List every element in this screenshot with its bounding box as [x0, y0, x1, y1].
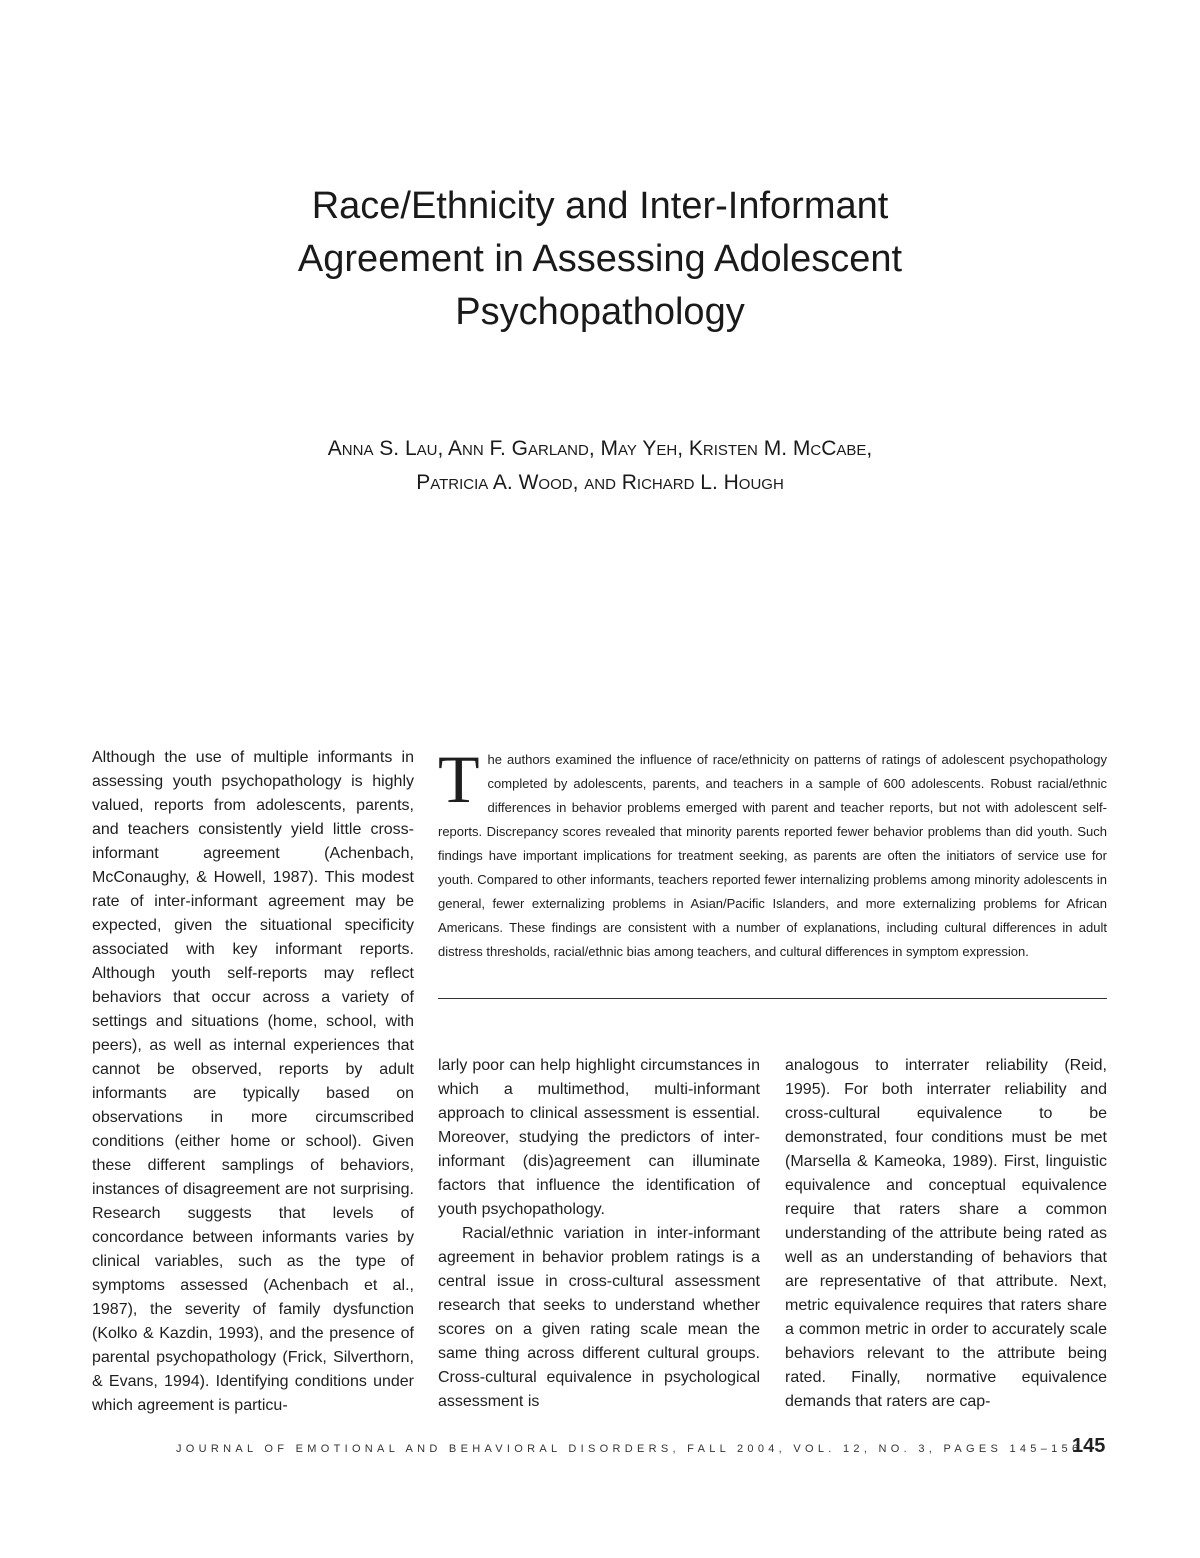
title-line-1: Race/Ethnicity and Inter-Informant [311, 185, 889, 227]
body-paragraph: analogous to interrater reliability (Reid, 1995). For both interrater reliability and cross-cultural equivalence to be demonstrated, four conditions must be met (Marsella & Kameoka, 1989). First, linguistic equivalence and conceptual equivalence require that raters share a common understanding of the attribute being rated as well as an understanding of behaviors that are representative of that attribute. Next, metric equivalence requires that raters share a common metric in order to accurately scale behaviors relevant to the attribute being rated. Finally, normative equivalence demands that raters are cap- [785, 1057, 1107, 1410]
body-column-2 [438, 1054, 760, 1414]
author-list [150, 432, 1050, 500]
abstract-divider [438, 998, 1107, 999]
body-paragraph: larly poor can help highlight circumstances in which a multimethod, multi-informant approach to clinical assessment is essential. Moreover, studying the predictors of inter-informant (dis)agreement can illuminate factors that influence the identification of youth psychopathology. [438, 1057, 760, 1218]
page-number: 145 [1072, 1435, 1106, 1457]
authors-line-2: Patricia A. Wood, and Richard L. Hough [416, 471, 784, 494]
authors-line-1: Anna S. Lau, Ann F. Garland, May Yeh, Kristen M. McCabe, [327, 437, 873, 460]
body-paragraph: Although the use of multiple informants in assessing youth psychopathology is highly valued, reports from adolescents, parents, and teachers consistently yield little cross-informant agreement (Achenbach, McConaughy, & Howell, 1987). This modest rate of inter-informant agreement may be expected, given the situational specificity associated with key informant reports. Although youth self-reports may reflect behaviors that occur across a variety of settings and situations (home, school, with peers), as well as internal experiences that cannot be observed, reports by adult informants are typically based on observations in more circumscribed conditions (either home or school). Given these different samplings of behaviors, instances of disagreement are not surprising. Research suggests that levels of concordance between informants varies by clinical variables, such as the type of symptoms assessed (Achenbach et al., 1987), the severity of family dysfunction (Kolko & Kazdin, 1993), and the presence of parental psychopathology (Frick, Silverthorn, & Evans, 1994). Identifying conditions under which agreement is particu- [92, 749, 414, 1414]
body-column-1 [92, 746, 414, 1418]
article-title [150, 180, 1050, 339]
body-paragraph: Racial/ethnic variation in inter-informant agreement in behavior problem ratings is a central issue in cross-cultural assessment research that seeks to understand whether scores on a given rating scale mean the same thing across different cultural groups. Cross-cultural equivalence in psychological assessment is [438, 1225, 760, 1410]
title-line-3: Psychopathology [455, 291, 745, 333]
journal-footer: JOURNAL OF EMOTIONAL AND BEHAVIORAL DISORDERS, FALL 2004, VOL. 12, NO. 3, PAGES 145–156 [176, 1443, 1083, 1455]
body-column-3 [785, 1054, 1107, 1414]
abstract-text: he authors examined the influence of race/ethnicity on patterns of ratings of adolescent psychopathology completed by adolescents, parents, and teachers in a sample of 600 adolescents. Robust racial/ethnic differences in behavior problems emerged with parent and teacher reports, but not with adolescent self-reports. Discrepancy scores revealed that minority parents reported fewer behavior problems than did youth. Such findings have important implications for treatment seeking, as parents are often the initiators of service use for youth. Compared to other informants, teachers reported fewer internalizing problems among minority adolescents in general, fewer externalizing problems in Asian/Pacific Islanders, and more externalizing problems for African Americans. These findings are consistent with a number of explanations, including cultural differences in adult distress thresholds, racial/ethnic bias among teachers, and cultural differences in symptom expression. [438, 752, 1107, 959]
title-line-2: Agreement in Assessing Adolescent [297, 238, 903, 280]
abstract-dropcap: T [438, 741, 480, 817]
abstract [438, 741, 1107, 964]
